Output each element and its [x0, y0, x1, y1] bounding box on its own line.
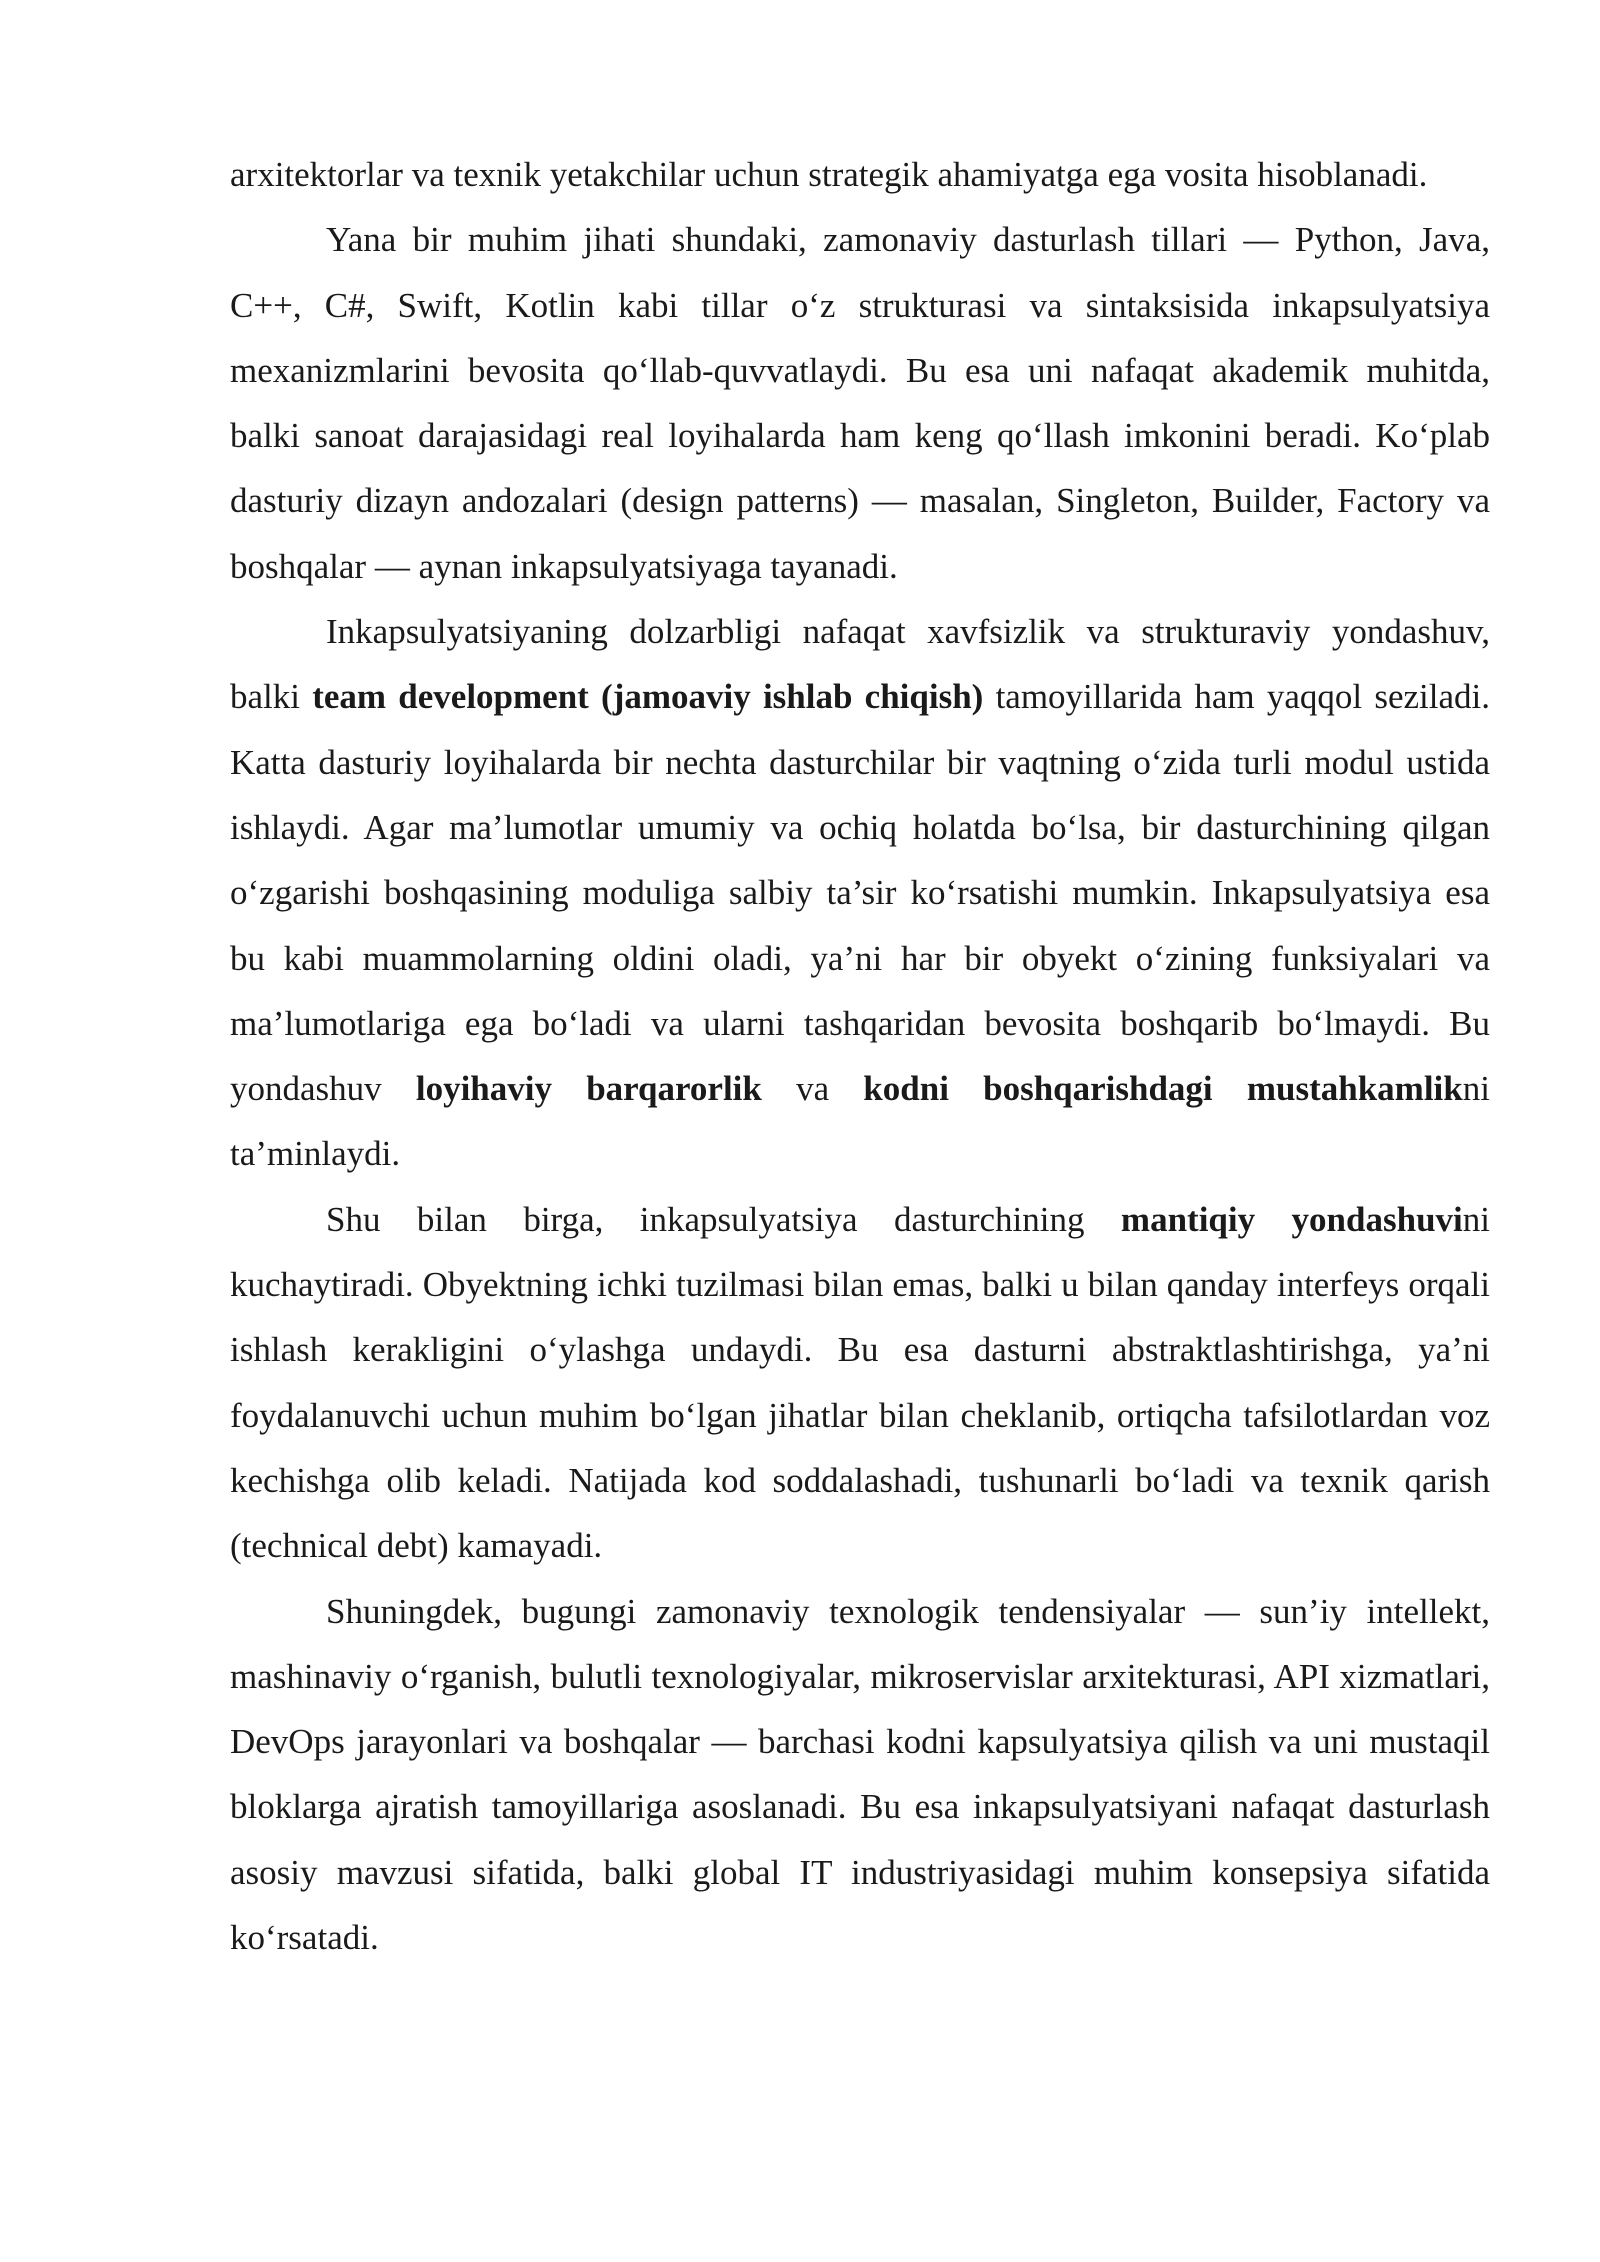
paragraph-modern-trends: [230, 1579, 1490, 1971]
paragraph-text: Shuningdek, bugungi zamonaviy texnologik tendensiyalar — sun’iy intellekt, mashinaviy o‘rganish, bulutli texnologiyalar, mikroservislar arxitekturasi, API xizmatlari, DevOps jarayonlari va boshqalar — barchasi kodni kapsulyatsiya qilish va uni mustaqil bloklarga ajratish tamoyillariga asoslanadi. Bu esa inkapsulyatsiyani nafaqat dasturlash asosiy mavzusi sifatida, balki global IT industriyasidagi muhim konsepsiya sifatida ko‘rsatadi.: [230, 1591, 1490, 1958]
bold-term-team-development: team development (jamoaviy ishlab chiqish): [312, 677, 984, 717]
paragraph-text: arxitektorlar va texnik yetakchilar uchun strategik ahamiyatga ega vosita hisoblanadi.: [230, 155, 1428, 194]
paragraph-programming-languages: [230, 207, 1490, 599]
bold-term-logical-approach: mantiqiy yondashuvi: [1120, 1199, 1463, 1239]
paragraph-text: va: [761, 1069, 864, 1109]
paragraph-text: Inkapsulyatsiyaning dolzarbligi nafaqat xavfsizlik va strukturaviy yondashuv, balki: [230, 612, 1490, 717]
paragraph-logical-approach: [230, 1187, 1490, 1579]
paragraph-text: tamoyillarida ham yaqqol seziladi. Katta dasturiy loyihalarda bir nechta dasturchilar bir vaqtning o‘zida turli modul ustida ishlaydi. Agar ma’lumotlar umumiy va ochiq holatda bo‘lsa, bir dasturchining qilgan o‘zgarishi boshqasining moduliga salbiy ta’sir ko‘rsatishi mumkin. Inkapsulyatsiya esa bu kabi muammolarning oldini oladi, ya’ni har bir obyekt o‘zining funksiyalari va ma’lumotlariga ega bo‘ladi va ularni tashqaridan bevosita boshqarib bo‘lmaydi. Bu yondashuv: [230, 677, 1491, 1109]
paragraph-text: Shu bilan birga, inkapsulyatsiya dasturchining: [326, 1199, 1121, 1239]
paragraph-text: ni ta’minlaydi.: [230, 1069, 1490, 1174]
paragraph-team-development: [230, 599, 1490, 1187]
bold-term-project-stability: loyihaviy barqarorlik: [415, 1069, 762, 1109]
paragraph-text: ni kuchaytiradi. Obyektning ichki tuzilmasi bilan emas, balki u bilan qanday interfeys orqali ishlash kerakligini o‘ylashga undaydi. Bu esa dasturni abstraktlashtirishga, ya’ni foydalanuvchi uchun muhim bo‘lgan jihatlar bilan cheklanib, ortiqcha tafsilotlardan voz kechishga olib keladi. Natijada kod soddalashadi, tushunarli bo‘ladi va texnik qarish (technical debt) kamayadi.: [230, 1199, 1490, 1566]
document-page: [230, 142, 1490, 1970]
paragraph-continuation: [230, 142, 1490, 207]
bold-term-code-management: kodni boshqarishdagi mustahkamlik: [863, 1069, 1463, 1109]
paragraph-text: Yana bir muhim jihati shundaki, zamonaviy dasturlash tillari — Python, Java, C++, C#, Swift, Kotlin kabi tillar o‘z strukturasi va sintaksisida inkapsulyatsiya mexanizmlarini bevosita qo‘llab-quvvatlaydi. Bu esa uni nafaqat akademik muhitda, balki sanoat darajasidagi real loyihalarda ham keng qo‘llash imkonini beradi. Ko‘plab dasturiy dizayn andozalari (design patterns) — masalan, Singleton, Builder, Factory va boshqalar — aynan inkapsulyatsiyaga tayanadi.: [230, 220, 1490, 586]
